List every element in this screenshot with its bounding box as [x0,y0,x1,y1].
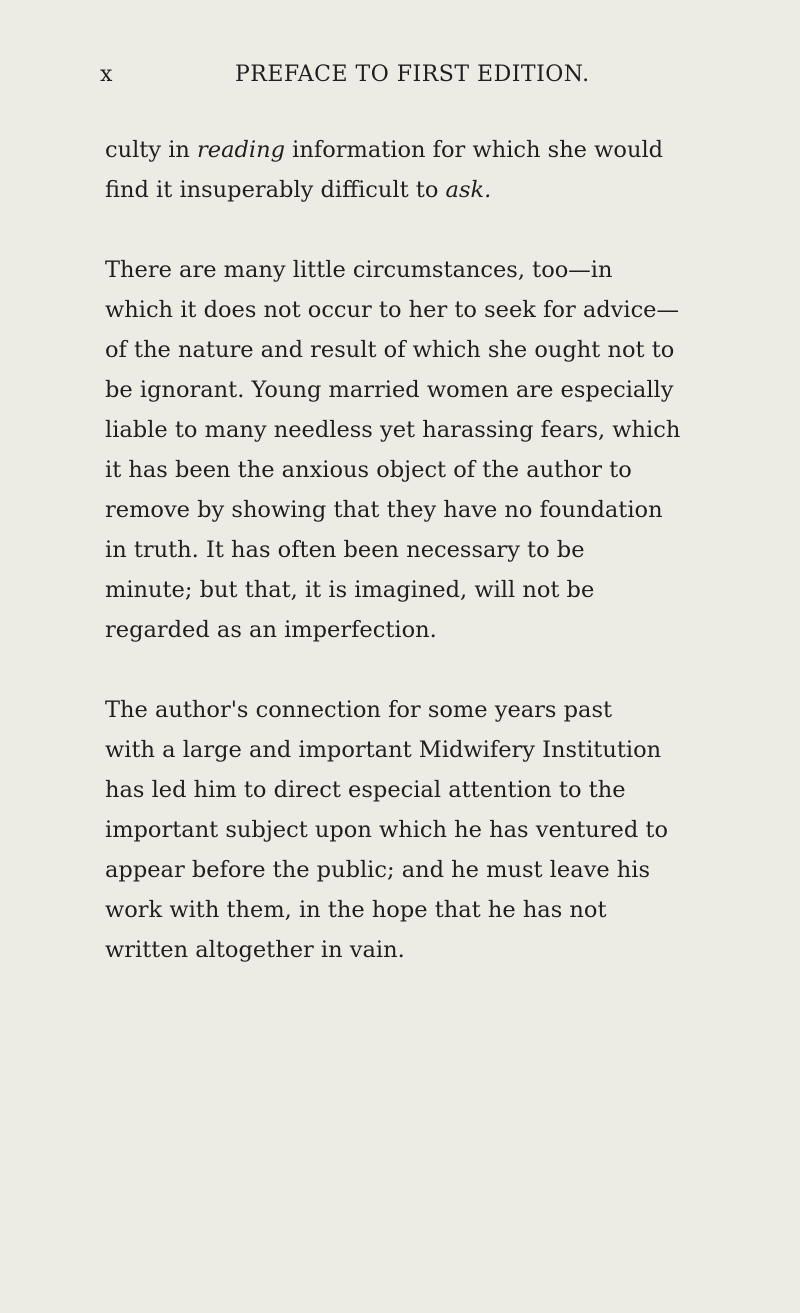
text-line: appear before the public; and he must leave his [105,857,651,883]
text-line: There are many little circumstances, too—in [105,257,613,283]
paragraph-gap [105,210,720,250]
text-line: remove by showing that they have no foundation [105,497,663,523]
text-line: regarded as an imperfection. [105,617,437,643]
text-line: be ignorant. Young married women are especially [105,377,674,403]
text-line: in truth. It has often been necessary to be [105,537,585,563]
paragraph-2 [105,250,720,650]
paragraph-gap [105,650,720,690]
paragraph-3 [105,690,720,970]
page-header [100,62,720,94]
running-title: PREFACE TO FIRST EDITION. [235,62,590,87]
page-number: x [100,62,113,87]
text-line: it has been the anxious object of the author to [105,457,632,483]
text-line: find it insuperably difficult to ask. [105,177,492,203]
text-line: minute; but that, it is imagined, will not be [105,577,595,603]
text-line: The author's connection for some years past [105,697,613,723]
paragraph-1 [105,130,720,210]
text-line: with a large and important Midwifery Institution [105,737,662,763]
text-line: important subject upon which he has ventured to [105,817,669,843]
body-text [105,130,720,970]
text-line: of the nature and result of which she ought not to [105,337,675,363]
text-line: liable to many needless yet harassing fears, which [105,417,681,443]
text-line: culty in reading information for which she would [105,137,664,163]
text-line: work with them, in the hope that he has not [105,897,607,923]
text-line: which it does not occur to her to seek for advice— [105,297,680,323]
text-line: has led him to direct especial attention to the [105,777,626,803]
text-line: written altogether in vain. [105,937,405,963]
